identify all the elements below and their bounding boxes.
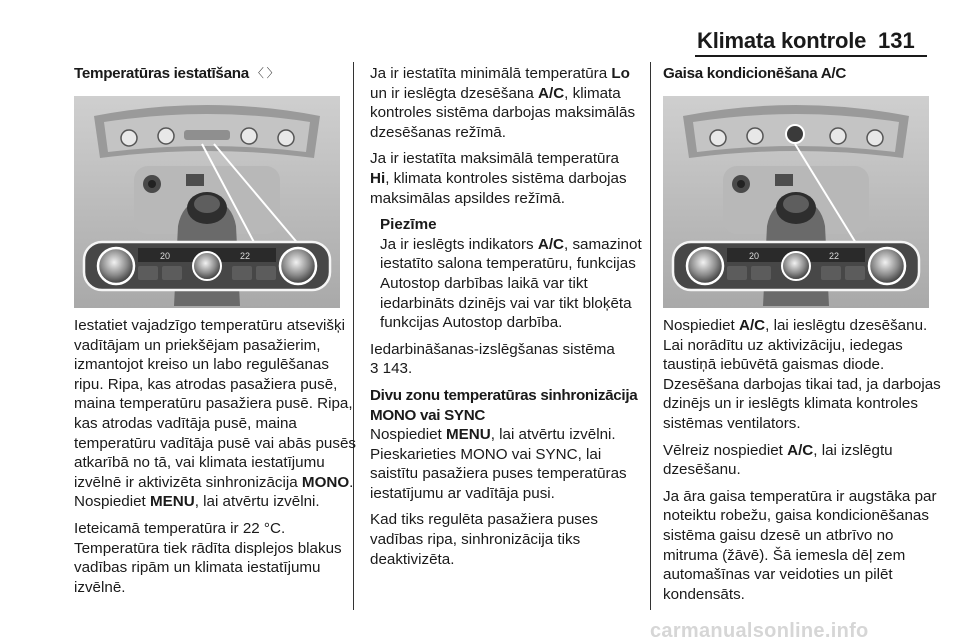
left-temp-display: 20	[160, 251, 171, 261]
dial-glyph-icon: 〈 〉	[251, 66, 279, 80]
paragraph-sync-menu: Nospiediet MENU, lai atvērtu izvēlni. Pieskarieties MONO vai SYNC, lai saistītu pasažiera puses temperatūras iestatījumu ar vadītāja pusi.	[370, 426, 627, 502]
column-1	[74, 64, 346, 91]
climate-panel-illustration	[74, 96, 340, 308]
page-running-title: Klimata kontrole	[697, 28, 867, 53]
section-heading-air-conditioning: Gaisa kondicionēšana A/C	[663, 65, 846, 82]
paragraph-sync-deactivation: Kad tiks regulēta pasažiera puses vadības ripa, sinhronizācija tiks deaktivizēta.	[370, 511, 598, 568]
page-reference-link[interactable]: 3 143.	[370, 360, 413, 378]
figure-climate-controls-ac	[663, 96, 929, 308]
section-heading-dual-zone-sync: Divu zonu temperatūras sinhronizācija MONO vai SYNC	[370, 386, 638, 424]
column-2	[370, 64, 642, 576]
column-rule-2	[650, 62, 651, 610]
page-number: 131	[878, 28, 915, 53]
note-title: Piezīme	[380, 216, 437, 234]
paragraph-ac-on: Nospiediet A/C, lai ieslēgtu dzesēšanu. Lai norādītu uz aktivizāciju, iedegas taustiņā iebūvētā gaismas diode. Dzesēšana darbojas tikai tad, ja darbojas dzinējs un ir ieslēgts klimata kontroles sistēmas ventilators.	[663, 317, 941, 432]
right-temp-display: 22	[829, 251, 840, 261]
column-3-body	[663, 316, 941, 611]
paragraph-stop-start-reference: Iedarbināšanas-izslēgšanas sistēma 3 143.	[370, 340, 615, 378]
paragraph-ac-off: Vēlreiz nospiediet A/C, lai izslēgtu dzesēšanu.	[663, 441, 893, 479]
section-heading-temperature: Temperatūras iestatīšana 〈 〉	[74, 65, 279, 82]
column-3	[663, 64, 935, 91]
header-rule	[695, 55, 927, 57]
column-1-body	[74, 316, 356, 604]
left-temp-display: 20	[749, 251, 760, 261]
right-temp-display: 22	[240, 251, 251, 261]
note-text: Ja ir ieslēgts indikators A/C, samazinot iestatīto salona temperatūru, funkcijas Autostop darbības laikā var tikt iedarbināts dzinējs vai var tikt bloķēta funkcijas Autostop darbība.	[380, 235, 642, 332]
paragraph-recommended-temperature: Ieteicamā temperatūra ir 22 °C. Temperatūra tiek rādīta displejos blakus vadības ripām un klimata iestatījumu izvēlnē.	[74, 519, 342, 596]
paragraph-lo-setting: Ja ir iestatīta minimālā temperatūra Lo un ir ieslēgta dzesēšana A/C, klimata kontroles sistēma darbojas maksimālās dzesēšanas režīmā.	[370, 65, 636, 141]
watermark: carmanualsonline.info	[650, 620, 869, 642]
paragraph-temperature-setting: Iestatiet vajadzīgo temperatūru atsevišķi vadītājam un priekšējam pasažierim, izmantojot kreiso un labo regulēšanas ripu. Ripa, kas atrodas pasažiera pusē, maina temperatūru pasažiera pusē. Ripa, kas atrodas vadītāja pusē, maina temperatūru vadītāja pusē vai abās pusēs atkarībā no tā, vai klimata iestatījumu izvēlnē ir aktivizēta sinhronizācija MONO. Nospiediet MENU, lai atvērtu izvēlni.	[74, 317, 356, 511]
climate-panel-ac-illustration	[663, 96, 929, 308]
note-box	[370, 215, 642, 333]
figure-climate-controls-temperature	[74, 96, 340, 308]
paragraph-hi-setting: Ja ir iestatīta maksimālā temperatūra Hi, klimata kontroles sistēma darbojas maksimālas apsildes režīmā.	[370, 150, 627, 207]
paragraph-condensation: Ja āra gaisa temperatūra ir augstāka par noteiktu robežu, gaisa kondicionēšanas sistēma gaisu dzesē un atbrīvo no mitruma (žāvē). Šā iemesla dēļ zem automašīnas var veidoties un pilēt kondensāts.	[663, 487, 937, 603]
